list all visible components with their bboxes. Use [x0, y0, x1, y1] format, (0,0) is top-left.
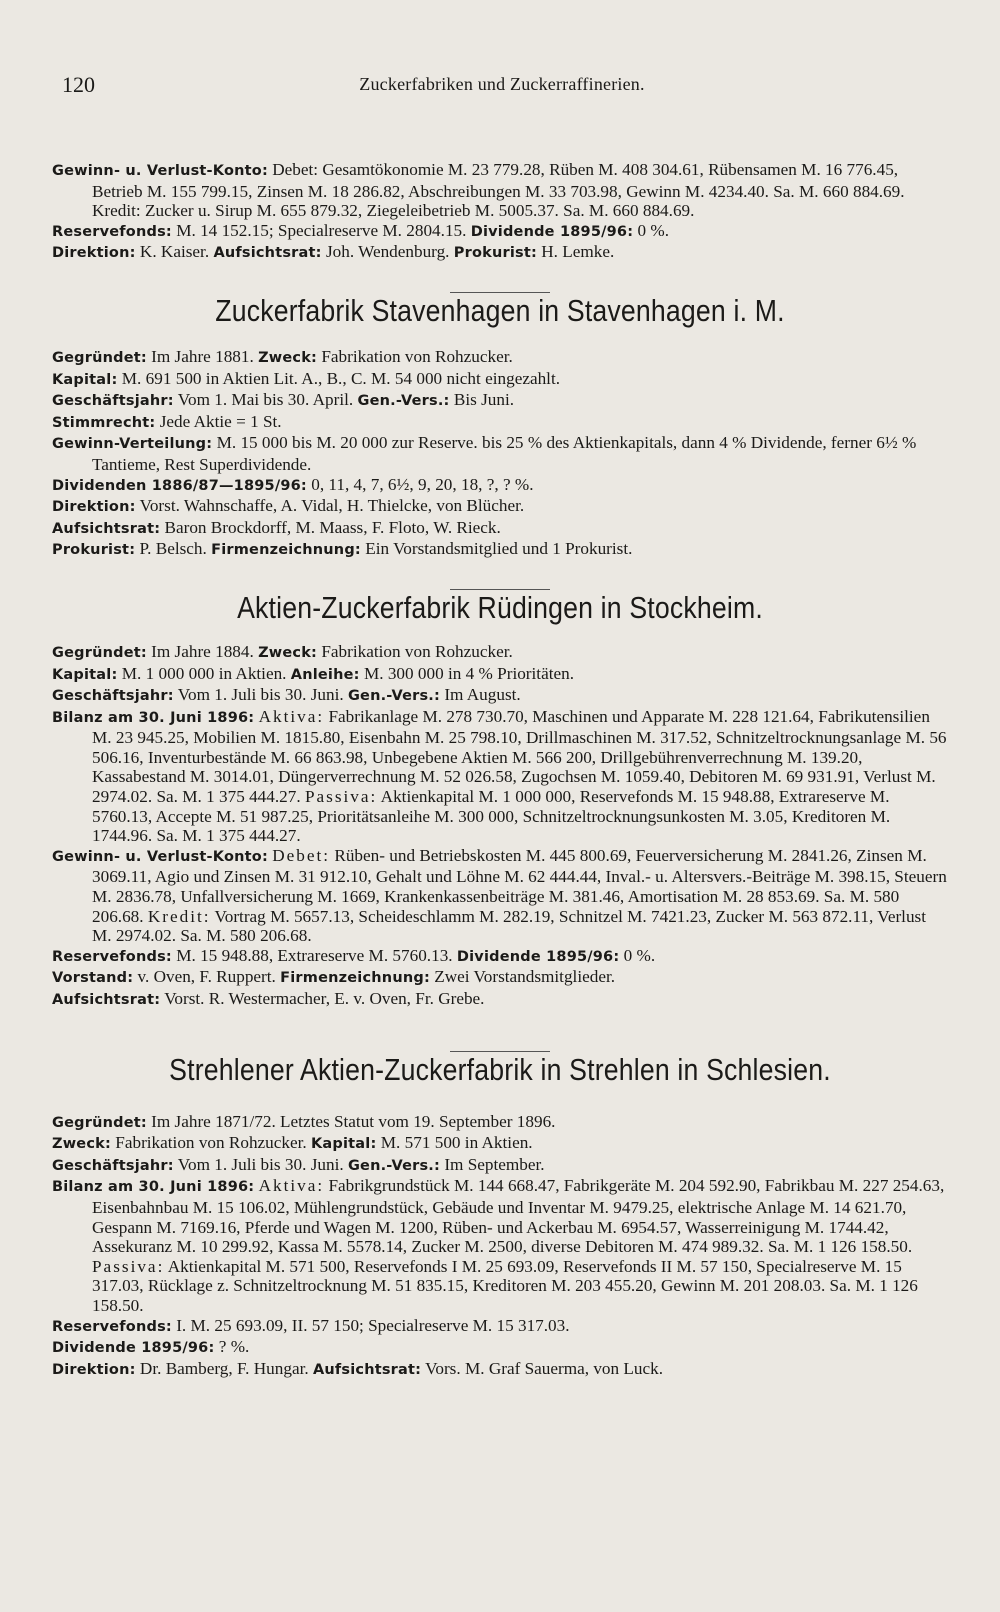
entry-text: P. Belsch. [139, 539, 207, 559]
entry-text: Ein Vorstandsmitglied und 1 Prokurist. [365, 539, 633, 559]
label: Gen.-Vers.: [347, 688, 441, 705]
label: Reservefonds: [52, 223, 172, 240]
label: Reservefonds: [52, 1318, 172, 1335]
label: Stimmrecht: [52, 414, 156, 431]
entry-reservefonds [52, 221, 948, 243]
label: Dividende 1895/96: [456, 948, 620, 965]
label: Prokurist: [52, 542, 136, 559]
entry-text: M. 691 500 in Aktien Lit. A., B., C. M. 54 000 nicht eingezahlt. [121, 368, 561, 388]
label: Geschäftsjahr: [52, 1157, 174, 1174]
label: Gegründet: [52, 644, 147, 661]
entry-aufsichtsrat [52, 518, 948, 540]
entry-text: Joh. Wendenburg. [325, 242, 450, 262]
label: Geschäftsjahr: [52, 393, 174, 410]
entry-gewinn-verlust [52, 846, 948, 946]
entry-geschaeftsjahr [52, 1155, 948, 1177]
entry-text: 0, 11, 4, 7, 6½, 9, 20, 18, ?, ? %. [311, 474, 534, 494]
label: Aufsichtsrat: [52, 992, 161, 1008]
section-continuation [52, 160, 948, 264]
label: Aufsichtsrat: [52, 520, 161, 537]
entry-gegruendet [52, 642, 948, 664]
company-title: Strehlener Aktien-Zuckerfabrik in Strehlen in Schlesien. [169, 1051, 831, 1087]
aktiva-word: Aktiva: [258, 706, 325, 726]
entry-kapital [52, 664, 948, 686]
label: Kapital: [52, 371, 118, 388]
entry-text: M. 14 152.15; Specialreserve M. 2804.15. [176, 220, 467, 240]
entry-text: Fabrikation von Rohzucker. [321, 641, 513, 661]
entry-text: M. 15 000 bis M. 20 000 zur Reserve. bis 25 % des Aktienkapitals, dann 4 % Dividende, ferner 6½ % Tantieme, Rest Superdividende. [92, 433, 917, 474]
entry-text: Im September. [444, 1154, 545, 1174]
company-entry [52, 347, 948, 561]
label: Gegründet: [52, 1114, 147, 1131]
entry-geschaeftsjahr [52, 685, 948, 707]
entry-text: Vom 1. Juli bis 30. Juni. [177, 685, 344, 705]
entry-bilanz [52, 707, 948, 846]
label: Gen.-Vers.: [347, 1157, 441, 1174]
entry-aufsichtsrat [52, 989, 948, 1011]
label: Aufsichtsrat: [312, 1361, 422, 1378]
debet-word: Debet: [272, 845, 331, 865]
label: Prokurist: [453, 245, 537, 262]
entry-text: Im Jahre 1884. [151, 641, 254, 661]
running-title: Zuckerfabriken und Zuckerraffinerien. [359, 74, 645, 94]
entry-stimmrecht [52, 412, 948, 434]
entry-text: ? %. [218, 1337, 250, 1357]
entry-text: Vors. M. Graf Sauerma, von Luck. [425, 1358, 664, 1378]
entry-text: v. Oven, F. Ruppert. [137, 967, 276, 987]
label: Direktion: [52, 499, 136, 516]
entry-text: Aktienkapital M. 571 500, Reservefonds I M. 25 693.09, Reservefonds II M. 57 150, Specialreserve M. 15 317.03, Rücklage z. Schnitzeltrocknung M. 51 835.15, Kreditoren M. 203 455.20, Gewinn M. 201 208.03. Sa. M. 1 126 158.50. [92, 1256, 918, 1315]
entry-text: Aktienkapital M. 1 000 000, Reservefonds M. 15 948.88, Extrareserve M. 5760.13, Accepte M. 51 987.25, Prioritätsanleihe M. 300 000, Schnitzeltrocknungsunkosten M. 3.05, Kreditoren M. 1744.96. Sa. M. 1 375 444.27. [92, 787, 891, 846]
entry-text: 0 %. [637, 220, 670, 240]
label: Reservefonds: [52, 948, 172, 965]
page-number: 120 [62, 72, 95, 97]
entry-text: Fabrikanlage M. 278 730.70, Maschinen und Apparate M. 228 121.64, Fabrikutensilien M. 23 945.25, Mobilien M. 1815.80, Eisenbahn M. 25 798.10, Drillmaschinen M. 317.52, Schnitzeltrocknungsanlage M. 56 506.16, Inventurbestände M. 66 863.98, Unbegebene Aktien M. 566 200, Drillgebührenverrechnung M. 139.20, Kassabestand M. 3014.01, Düngerverrechnung M. 52 026.58, Zugochsen M. 1059.40, Debitoren M. 69 931.91, Verlust M. 2974.02. Sa. M. 1 375 444.27. [92, 706, 947, 807]
entry-vorstand [52, 967, 948, 989]
label: Gen.-Vers.: [357, 393, 450, 410]
label: Geschäftsjahr: [52, 688, 174, 705]
entry-zweck [52, 1133, 948, 1155]
label: Gewinn-Verteilung: [52, 436, 213, 453]
label: Dividende 1895/96: [52, 1340, 215, 1357]
company-title: Aktien-Zuckerfabrik Rüdingen in Stockheim. [237, 589, 763, 625]
entry-direktion [52, 1359, 948, 1381]
label: Gewinn- u. Verlust-Konto: [52, 848, 268, 865]
label: Bilanz am 30. Juni 1896: [52, 1179, 255, 1196]
passiva-word: Passiva: [304, 787, 378, 807]
entry-text: Im Jahre 1871/72. Letztes Statut vom 19. September 1896. [151, 1111, 556, 1131]
entry-text: M. 300 000 in 4 % Prioritäten. [363, 663, 575, 683]
entry-text: Vom 1. Mai bis 30. April. [177, 390, 354, 410]
running-head [56, 72, 948, 106]
label: Zweck: [52, 1136, 111, 1153]
label: Gegründet: [52, 349, 147, 366]
entry-text: Dr. Bamberg, F. Hungar. [139, 1358, 309, 1378]
entry-text: K. Kaiser. [139, 242, 210, 262]
label: Vorstand: [52, 970, 134, 987]
entry-geschaeftsjahr [52, 390, 948, 412]
label: Dividende 1895/96: [470, 223, 634, 240]
entry-text: Fabrikgrundstück M. 144 668.47, Fabrikgeräte M. 204 592.90, Fabrikbau M. 227 254.63, Eisenbahnbau M. 15 106.02, Mühlengrundstück, Gebäude und Inventar M. 9479.25, elektrische Anlage M. 14 621.70, Gespann M. 7169.16, Pferde und Wagen M. 1200, Rüben- und Ackerbau M. 6954.57, Wasserreinigung M. 1744.42, Assekuranz M. 10 299.92, Kassa M. 5578.14, Zucker M. 2500, diverse Debitoren M. 474 989.32. Sa. M. 1 126 158.50. [92, 1176, 945, 1257]
label: Direktion: [52, 245, 136, 262]
label: Zweck: [258, 349, 318, 366]
label: Kapital: [52, 666, 118, 683]
entry-text: Im Jahre 1881. [151, 346, 254, 366]
company-entry [52, 1112, 948, 1381]
entry-dividende [52, 1337, 948, 1359]
label: Direktion: [52, 1361, 136, 1378]
entry-reservefonds [52, 946, 948, 968]
company-entry [52, 642, 948, 1011]
label: Firmenzeichnung: [211, 542, 361, 559]
entry-text: M. 571 500 in Aktien. [380, 1133, 533, 1153]
aktiva-word: Aktiva: [258, 1176, 325, 1196]
entry-text: Baron Brockdorff, M. Maass, F. Floto, W. Rieck. [164, 517, 501, 537]
entry-text: Fabrikation von Rohzucker. [115, 1133, 307, 1153]
label: Aufsichtsrat: [213, 245, 322, 262]
entry-text: Jede Aktie = 1 St. [159, 411, 282, 431]
label: Gewinn- u. Verlust-Konto: [52, 163, 268, 179]
entry-text: Zwei Vorstandsmitglieder. [434, 967, 616, 987]
label: Anleihe: [290, 666, 360, 683]
entry-text: Im August. [444, 685, 521, 705]
entry-text: Vorst. R. Westermacher, E. v. Oven, Fr. Grebe. [164, 989, 485, 1008]
entry-text: Vorst. Wahnschaffe, A. Vidal, H. Thielcke, von Blücher. [139, 496, 525, 516]
entry-dividenden [52, 475, 948, 497]
entry-text: Debet: Gesamtökonomie M. 23 779.28, Rüben M. 408 304.61, Rübensamen M. 16 776.45, Betrieb M. 155 799.15, Zinsen M. 18 286.82, Abschreibungen M. 33 703.98, Gewinn M. 4234.40. Sa. M. 660 884.69. Kredit: Zucker u. Sirup M. 655 879.32, Ziegeleibetrieb M. 5005.37. Sa. M. 660 884.69. [92, 160, 905, 221]
entry-text: H. Lemke. [541, 242, 615, 262]
entry-text: I. M. 25 693.09, II. 57 150; Specialreserve M. 15 317.03. [176, 1315, 570, 1335]
label: Bilanz am 30. Juni 1896: [52, 709, 255, 726]
entry-text: M. 1 000 000 in Aktien. [121, 663, 287, 683]
entry-prokurist [52, 539, 948, 561]
entry-text: M. 15 948.88, Extrareserve M. 5760.13. [176, 945, 453, 965]
label: Kapital: [311, 1136, 377, 1153]
entry-direktion [52, 242, 948, 264]
entry-direktion [52, 496, 948, 518]
entry-text: Vortrag M. 5657.13, Scheideschlamm M. 282.19, Schnitzel M. 7421.23, Zucker M. 563 872.11, Verlust M. 2974.02. Sa. M. 580 206.68. [92, 906, 927, 946]
entry-gegruendet [52, 1112, 948, 1134]
entry-text: 0 %. [623, 945, 656, 965]
entry-text: Rüben- und Betriebskosten M. 445 800.69, Feuerversicherung M. 2841.26, Zinsen M. 3069.11, Agio und Zinsen M. 31 912.10, Gehalt und Löhne M. 62 444.44, Inval.- u. Altersvers.-Beiträge M. 398.15, Steuern M. 2836.78, Unfallversicherung M. 1669, Krankenkassenbeiträge M. 381.46, Amortisation M. 28 853.69. Sa. M. 580 206.68. [92, 845, 947, 926]
entry-bilanz [52, 1176, 948, 1315]
kredit-word: Kredit: [147, 906, 211, 926]
label: Firmenzeichnung: [280, 970, 430, 987]
entry-text: Fabrikation von Rohzucker. [321, 346, 513, 366]
entry-kapital [52, 369, 948, 391]
entry-gewinn-verteilung [52, 433, 948, 474]
entry-text: Bis Juni. [453, 390, 515, 410]
company-title: Zuckerfabrik Stavenhagen in Stavenhagen i. M. [215, 292, 785, 328]
passiva-word: Passiva: [92, 1256, 165, 1276]
label: Dividenden 1886/87—1895/96: [52, 477, 307, 494]
entry-gewinn-verlust [52, 160, 948, 221]
entry-gegruendet [52, 347, 948, 369]
entry-reservefonds [52, 1316, 948, 1338]
entry-text: Vom 1. Juli bis 30. Juni. [177, 1154, 344, 1174]
label: Zweck: [258, 644, 318, 661]
